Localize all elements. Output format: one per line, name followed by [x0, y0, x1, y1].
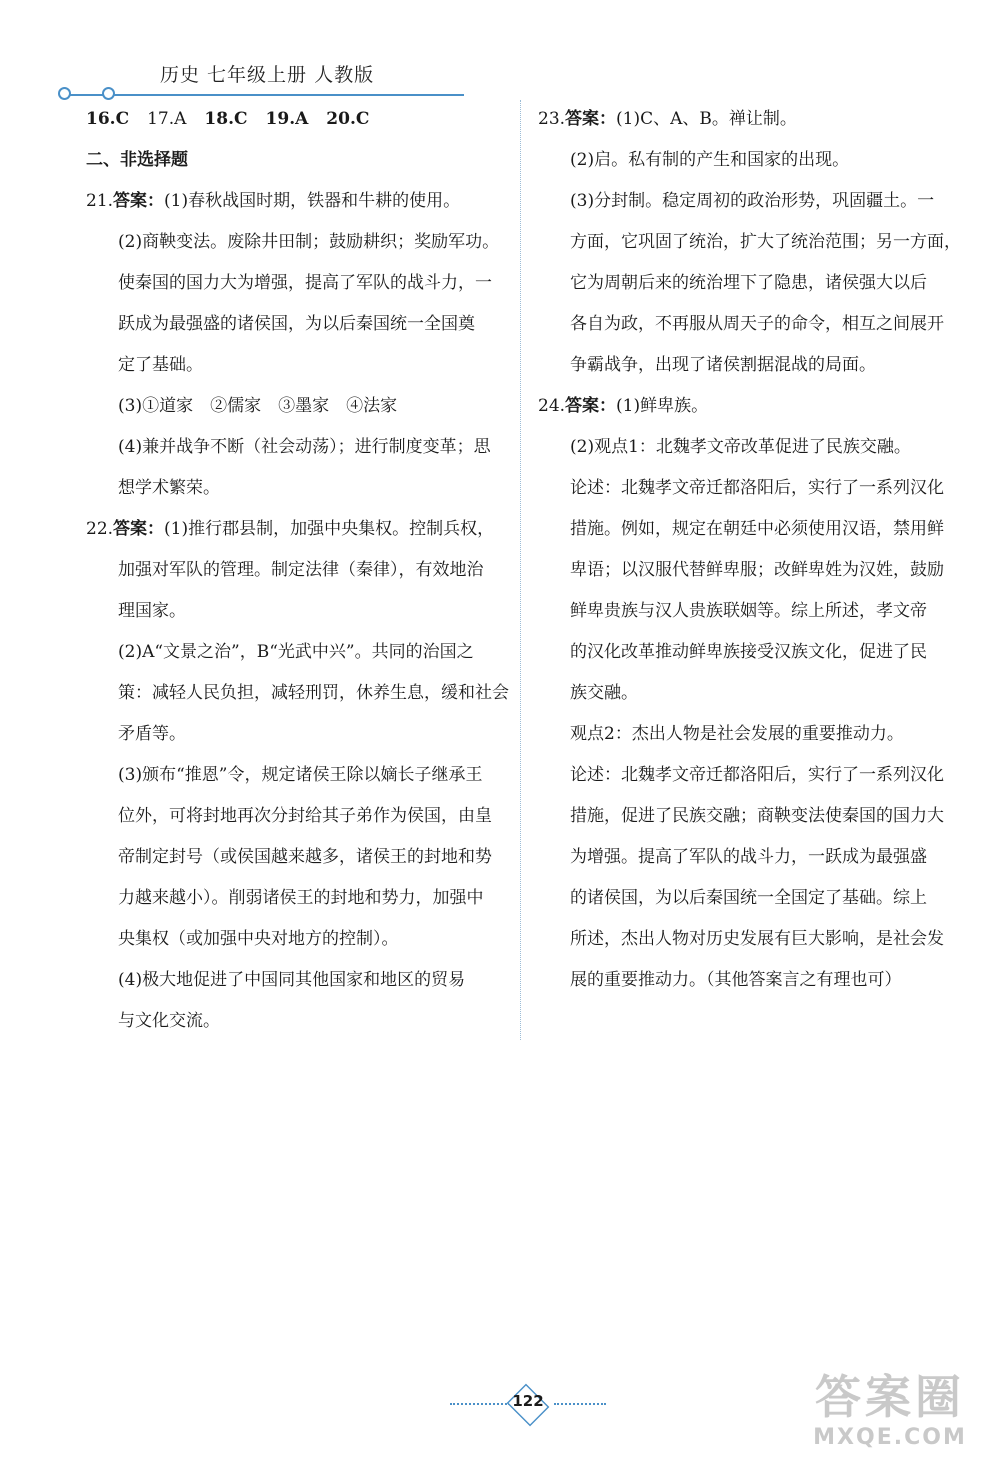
- watermark-url: MXQE.COM: [813, 1425, 967, 1450]
- q24-line: 所述，杰出人物对历史发展有巨大影响，是社会发: [570, 929, 944, 949]
- q24-line: (2)观点1：北魏孝文帝改革促进了民族交融。: [570, 437, 911, 457]
- q24-line: 论述：北魏孝文帝迁都洛阳后，实行了一系列汉化: [570, 478, 944, 498]
- q23-line: 争霸战争，出现了诸侯割据混战的局面。: [570, 355, 876, 375]
- column-divider: [520, 100, 521, 1040]
- q22-line: (4)极大地促进了中国同其他国家和地区的贸易: [118, 970, 466, 990]
- q22-line: 力越来越小）。削弱诸侯王的封地和势力，加强中: [118, 888, 484, 908]
- q22-line: 策：减轻人民负担，减轻刑罚，休养生息，缓和社会: [118, 683, 509, 703]
- q22-line: (3)颁布“推恩”令，规定诸侯王除以嫡长子继承王: [118, 765, 483, 785]
- q21-line: 使秦国的国力大为增强，提高了军队的战斗力，一: [118, 273, 492, 293]
- q24-line: 族交融。: [570, 683, 638, 703]
- watermark: [800, 1369, 980, 1459]
- q21-line: (2)商鞅变法。废除井田制；鼓励耕织；奖励军功。: [118, 232, 500, 252]
- q21-line: 21.答案：(1)春秋战国时期，铁器和牛耕的使用。: [86, 191, 461, 211]
- q24-line: 24.答案：(1)鲜卑族。: [538, 396, 709, 416]
- footer-dots: [450, 1403, 510, 1405]
- q22-line: 央集权（或加强中央对地方的控制）。: [118, 929, 399, 949]
- q22-line: 加强对军队的管理。制定法律（秦律），有效地治: [118, 560, 484, 580]
- mc-answers: 16.C 17.A 18.C 19.A 20.C: [86, 109, 370, 129]
- header-dot-icon: [102, 87, 115, 100]
- watermark-logo: 答案圈: [815, 1370, 965, 1424]
- q24-line: 卑语；以汉服代替鲜卑服；改鲜卑姓为汉姓，鼓励: [570, 560, 944, 580]
- q21-line: 跃成为最强盛的诸侯国，为以后秦国统一全国奠: [118, 314, 475, 334]
- q22-line: 帝制定封号（或侯国越来越多，诸侯王的封地和势: [118, 847, 492, 867]
- q23-line: (2)启。私有制的产生和国家的出现。: [570, 150, 850, 170]
- q24-line: 措施，促进了民族交融；商鞅变法使秦国的国力大: [570, 806, 944, 826]
- q22-line: 矛盾等。: [118, 724, 186, 744]
- q22-line: 位外，可将封地再次分封给其子弟作为侯国，由皇: [118, 806, 492, 826]
- page-number: 122: [512, 1392, 544, 1410]
- q22-line: 22.答案：(1)推行郡县制，加强中央集权。控制兵权，: [86, 519, 495, 539]
- q24-line: 论述：北魏孝文帝迁都洛阳后，实行了一系列汉化: [570, 765, 944, 785]
- q24-line: 鲜卑贵族与汉人贵族联姻等。综上所述，孝文帝: [570, 601, 927, 621]
- q23-line: 各自为政，不再服从周天子的命令，相互之间展开: [570, 314, 944, 334]
- q23-line: (3)分封制。稳定周初的政治形势，巩固疆土。一: [570, 191, 935, 211]
- q21-line: 定了基础。: [118, 355, 203, 375]
- q23-line: 它为周朝后来的统治埋下了隐患，诸侯强大以后: [570, 273, 927, 293]
- section-title: 二、非选择题: [86, 150, 188, 170]
- page-footer: [450, 1384, 600, 1424]
- right-column: [538, 104, 962, 1006]
- q21-line: (3)①道家 ②儒家 ③墨家 ④法家: [118, 396, 398, 416]
- q24-line: 措施。例如，规定在朝廷中必须使用汉语，禁用鲜: [570, 519, 944, 539]
- footer-dots: [554, 1403, 606, 1405]
- q22-line: (2)A“文景之治”，B“光武中兴”。共同的治国之: [118, 642, 474, 662]
- q21-line: (4)兼并战争不断（社会动荡）；进行制度变革；思: [118, 437, 491, 457]
- left-column: [86, 104, 509, 1047]
- q24-line: 观点2：杰出人物是社会发展的重要推动力。: [570, 724, 904, 744]
- header-title: 历史 七年级上册 人教版: [160, 64, 375, 86]
- q24-line: 的汉化改革推动鲜卑族接受汉族文化，促进了民: [570, 642, 927, 662]
- q24-line: 为增强。提高了军队的战斗力，一跃成为最强盛: [570, 847, 927, 867]
- q21-line: 想学术繁荣。: [118, 478, 220, 498]
- header-dot-icon: [58, 87, 71, 100]
- q24-line: 的诸侯国，为以后秦国统一全国定了基础。综上: [570, 888, 927, 908]
- q22-line: 理国家。: [118, 601, 186, 621]
- q22-line: 与文化交流。: [118, 1011, 220, 1031]
- page-header: [50, 58, 470, 106]
- q23-line: 方面，它巩固了统治，扩大了统治范围；另一方面，: [570, 232, 961, 252]
- header-rule: [64, 94, 464, 96]
- q23-line: 23.答案：(1)C、A、B。禅让制。: [538, 109, 797, 129]
- q24-line: 展的重要推动力。（其他答案言之有理也可）: [570, 970, 902, 990]
